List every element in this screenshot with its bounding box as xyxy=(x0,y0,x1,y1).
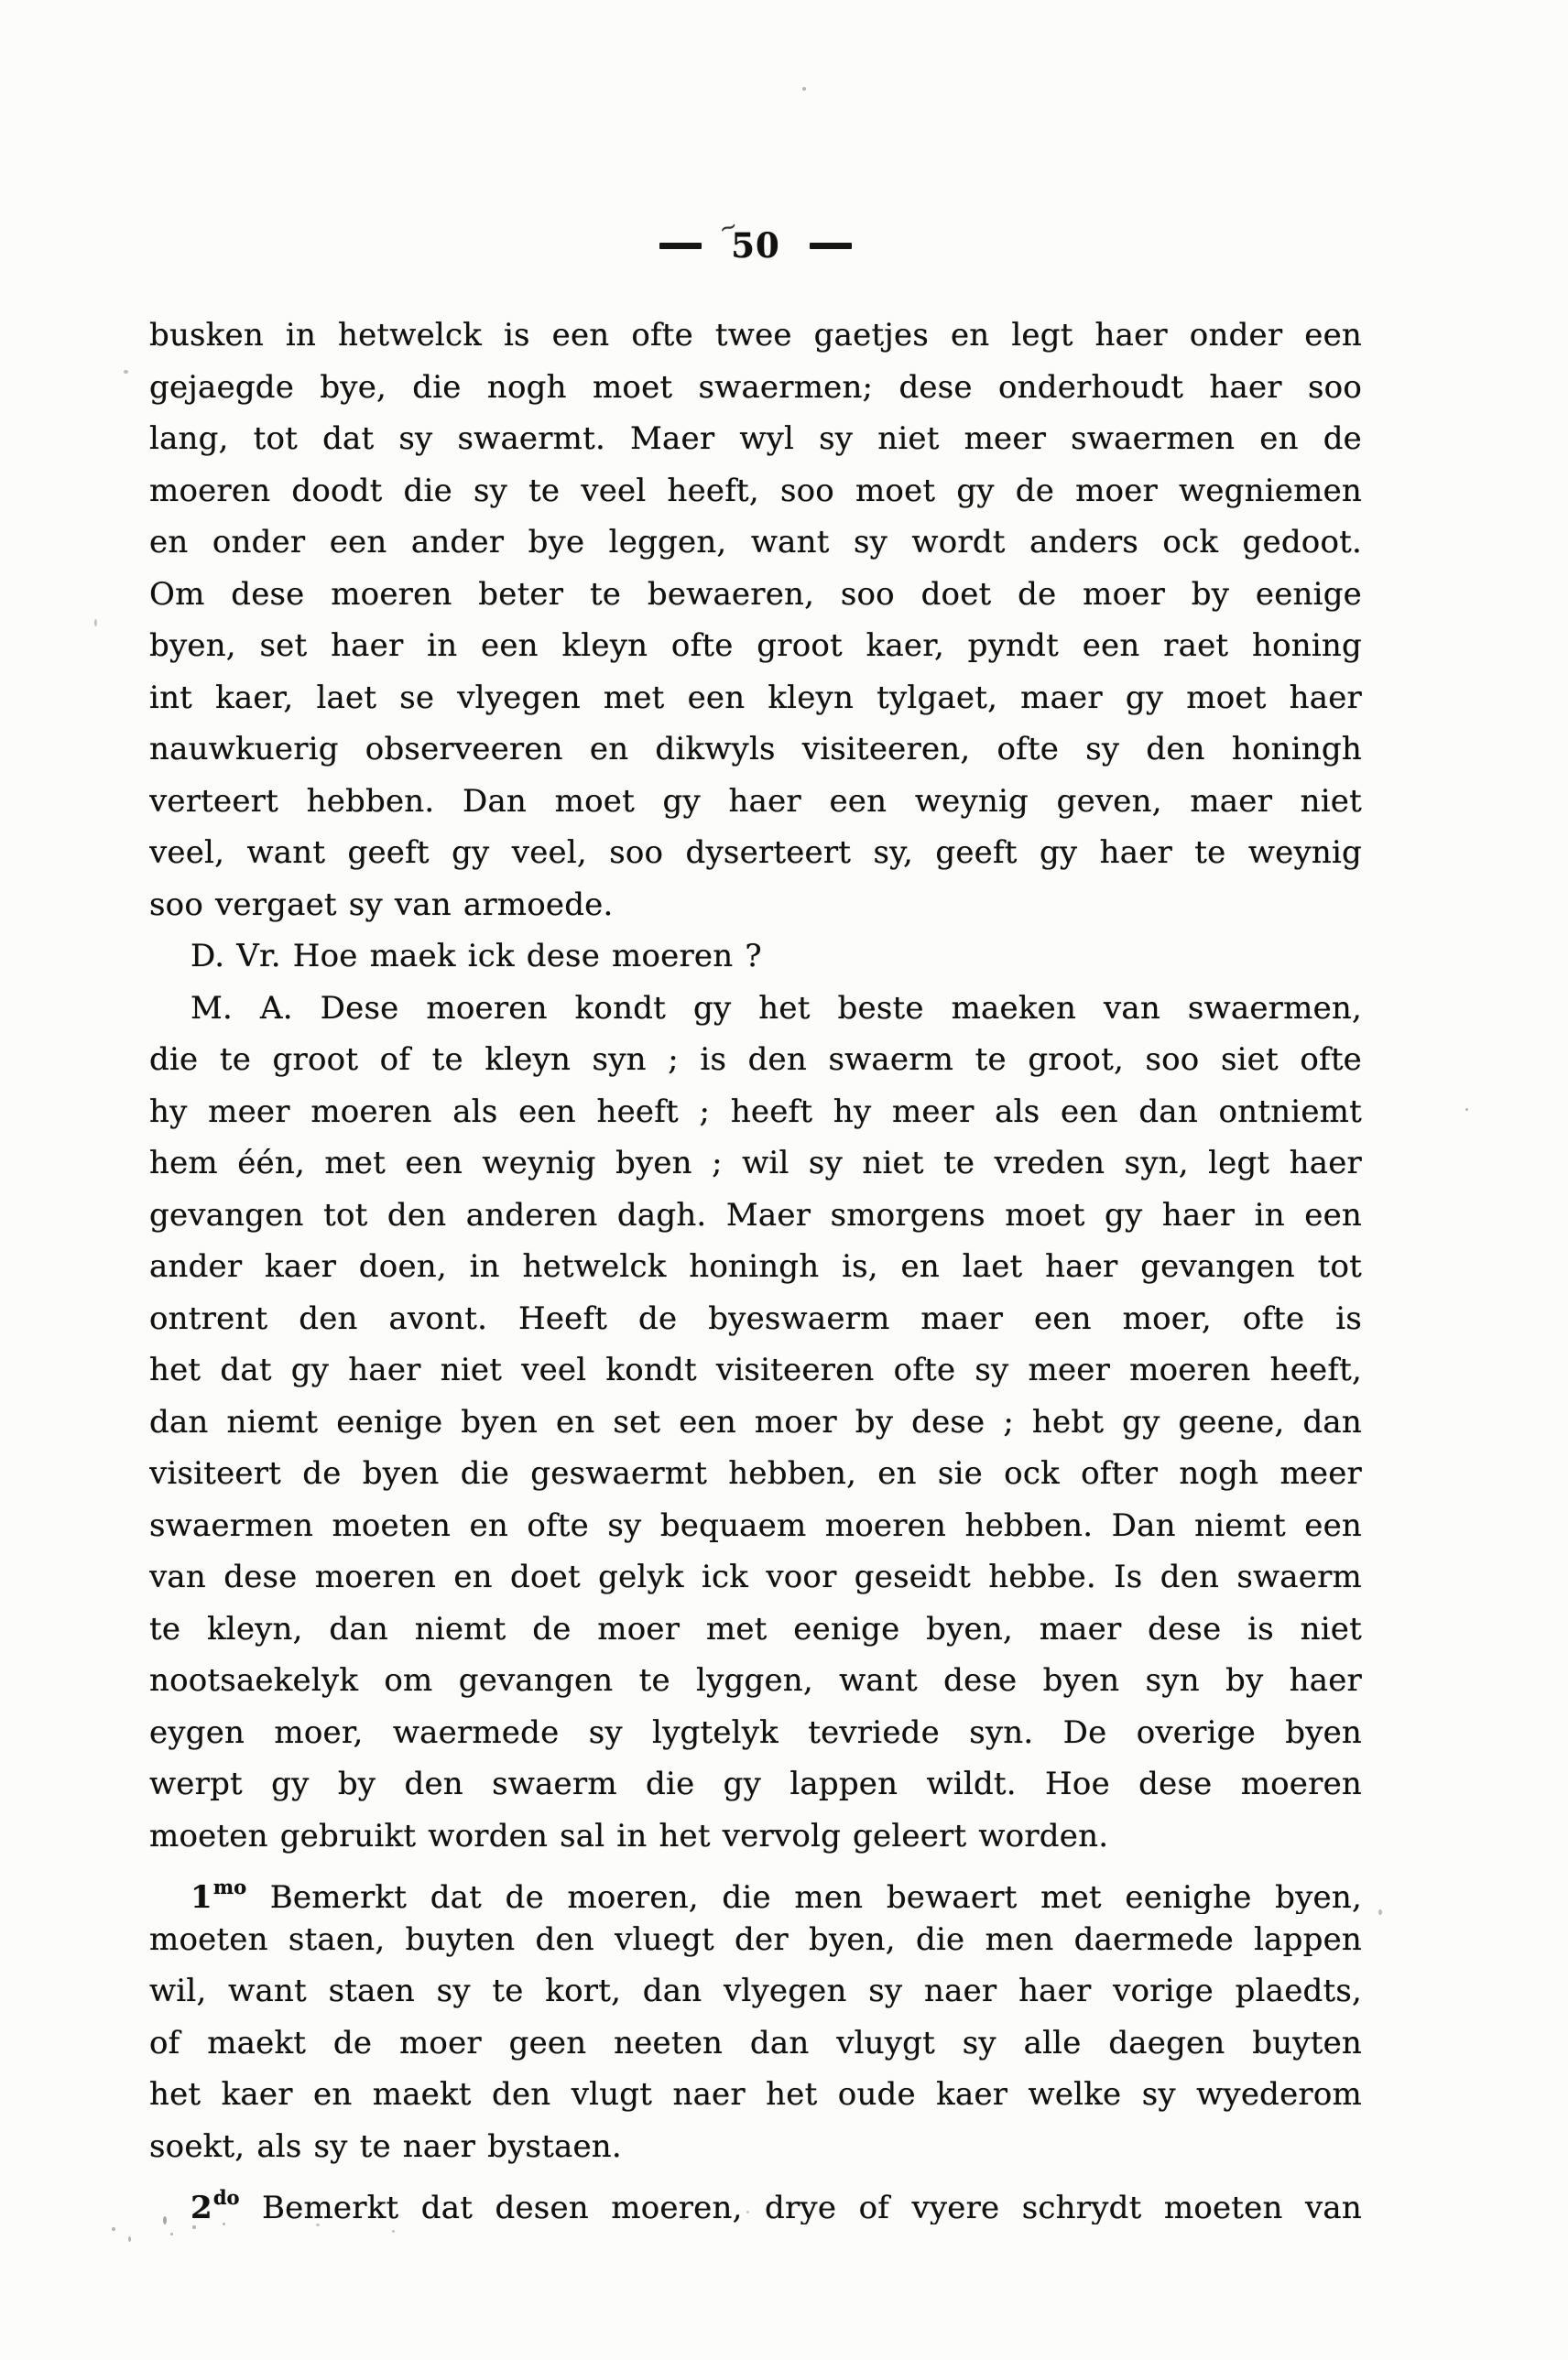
text-line: busken in hetwelck is een ofte twee gaetjes en legt haer onder een xyxy=(149,317,1362,353)
scan-speck xyxy=(223,2223,225,2225)
scan-speck xyxy=(170,2233,173,2235)
text-line: moeten gebruikt worden sal in het vervolg geleert worden. xyxy=(149,1817,1109,1854)
scan-speck xyxy=(746,2211,749,2213)
text-line: moeten staen, buyten den vluegt der byen, die men daermede lappen xyxy=(149,1920,1362,1958)
text-line: die te groot of te kleyn syn ; is den swaerm te groot, soo siet ofte xyxy=(149,1041,1362,1078)
page-text xyxy=(149,310,1362,2224)
text-line: Om dese moeren beter te bewaeren, soo doet de moer by eenige xyxy=(149,575,1362,613)
header-dash-left-icon xyxy=(659,243,702,249)
text-line: M. A. Dese moeren kondt gy het beste maeken van swaermen, xyxy=(191,989,1362,1027)
text-line xyxy=(149,1862,1362,1914)
text-line xyxy=(149,2172,1362,2224)
scan-speck xyxy=(192,2225,196,2229)
text-line: verteert hebben. Dan moet gy haer een weynig geven, maer niet xyxy=(149,782,1362,820)
text-line: visiteert de byen die geswaermt hebben, en sie ock ofter nogh meer xyxy=(149,1455,1362,1492)
text-line: hy meer moeren als een heeft ; heeft hy meer als een dan ontniemt xyxy=(149,1093,1362,1130)
scan-speck xyxy=(1378,1909,1382,1915)
text-line: soo vergaet sy van armoede. xyxy=(149,886,614,923)
text-line: nootsaekelyk om gevangen te lyggen, want dese byen syn by haer xyxy=(149,1662,1362,1699)
text-line: soekt, als sy te naer bystaen. xyxy=(149,2127,622,2165)
page-number-header xyxy=(149,212,1362,280)
page-number: 50 xyxy=(731,225,780,266)
scan-speck xyxy=(94,619,97,626)
text-line: ontrent den avont. Heeft de byeswaerm maer een moer, ofte is xyxy=(149,1300,1362,1337)
ordinal-number: 2 xyxy=(191,2190,212,2224)
scan-speck xyxy=(802,87,806,91)
text-line: ander kaer doen, in hetwelck honingh is, en laet haer gevangen tot xyxy=(149,1248,1362,1285)
text-line: lang, tot dat sy swaermt. Maer wyl sy niet meer swaermen en de xyxy=(149,420,1362,457)
text-line: gejaegde bye, die nogh moet swaermen; dese onderhoudt haer soo xyxy=(149,368,1362,406)
scan-speck xyxy=(128,2236,131,2242)
text-line: nauwkuerig observeeren en dikwyls visiteeren, ofte sy den honingh xyxy=(149,731,1362,767)
text-line: te kleyn, dan niemt de moer met eenige byen, maer dese is niet xyxy=(149,1610,1362,1648)
text-line: gevangen tot den anderen dagh. Maer smorgens moet gy haer in een xyxy=(149,1196,1362,1234)
text-line: hem één, met een weynig byen ; wil sy niet te vreden syn, legt haer xyxy=(149,1145,1362,1181)
scan-speck xyxy=(682,2217,685,2220)
text-line: en onder een ander bye leggen, want sy wordt anders ock gedoot. xyxy=(149,524,1362,560)
text-line: int kaer, laet se vlyegen met een kleyn tylgaet, maer gy moet haer xyxy=(149,679,1362,716)
line-text: Bemerkt dat de moeren, die men bewaert met eenighe byen, xyxy=(246,1879,1362,1914)
text-line: wil, want staen sy te kort, dan vlyegen sy naer haer vorige plaedts, xyxy=(149,1973,1362,2009)
line-text: Bemerkt dat desen moeren, drye of vyere schrydt moeten van xyxy=(239,2190,1362,2224)
text-line: van dese moeren en doet gelyk ick voor geseidt hebbe. Is den swaerm xyxy=(149,1559,1362,1595)
scan-speck xyxy=(163,2216,167,2224)
ordinal-superscript: mo xyxy=(212,1876,247,1898)
scan-speck xyxy=(124,370,128,374)
ordinal-number: 1 xyxy=(191,1879,212,1914)
text-line: het dat gy haer niet veel kondt visiteeren ofte sy meer moeren heeft, xyxy=(149,1352,1362,1388)
text-line: eygen moer, waermede sy lygtelyk tevriede syn. De overige byen xyxy=(149,1713,1362,1751)
text-line: byen, set haer in een kleyn ofte groot kaer, pyndt een raet honing xyxy=(149,627,1362,664)
scan-artifact-mark: ~ xyxy=(715,212,742,243)
header-dash-right-icon xyxy=(810,243,852,249)
text-line: veel, want geeft gy veel, soo dyserteert sy, geeft gy haer te weynig xyxy=(149,834,1362,871)
text-line: dan niemt eenige byen en set een moer by dese ; hebt gy geene, dan xyxy=(149,1403,1362,1441)
text-line: het kaer en maekt den vlugt naer het oude kaer welke sy wyederom xyxy=(149,2076,1362,2113)
ordinal-superscript: do xyxy=(212,2186,240,2209)
text-line: swaermen moeten en ofte sy bequaem moeren hebben. Dan niemt een xyxy=(149,1506,1362,1544)
scan-speck xyxy=(1465,1108,1468,1111)
scan-speck xyxy=(392,2230,395,2233)
text-line: of maekt de moer geen neeten dan vluygt sy alle daegen buyten xyxy=(149,2024,1362,2061)
scan-speck xyxy=(112,2227,115,2231)
text-line: werpt gy by den swaerm die gy lappen wildt. Hoe dese moeren xyxy=(149,1766,1362,1802)
text-line: D. Vr. Hoe maek ick dese moeren ? xyxy=(191,938,762,974)
text-line: moeren doodt die sy te veel heeft, soo moet gy de moer wegniemen xyxy=(149,472,1362,509)
scan-speck xyxy=(316,2224,320,2226)
